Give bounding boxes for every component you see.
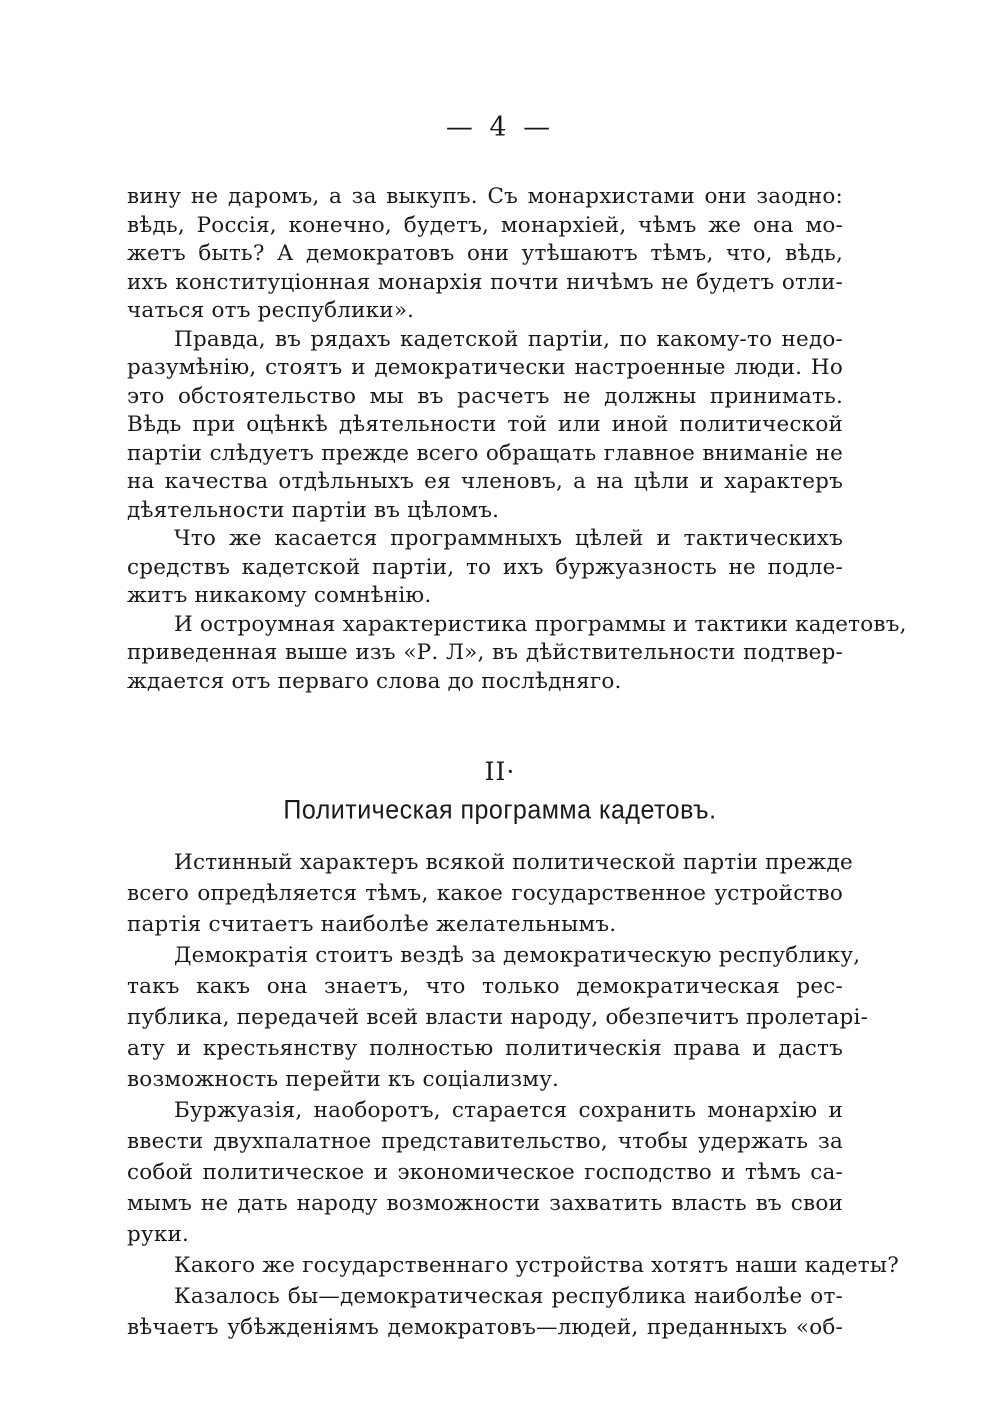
text-line: вину не даромъ, а за выкупъ. Съ монархистами они заодно: [127,184,843,209]
text-line: Что же касается программныхъ цѣлей и тактическихъ [174,526,843,551]
text-line: Буржуазія, наоборотъ, старается сохранить монархію и [174,1098,843,1123]
text-line: публика, передачей всей власти народу, обезпечитъ пролетарі- [127,1005,869,1030]
text-line: средствъ кадетской партіи, то ихъ буржуазность не подле- [127,554,843,580]
text-line: ату и крестьянству полностью политическія права и дастъ [127,1036,843,1061]
section-number: II· [484,757,516,786]
text-line: житъ никакому сомнѣнію. [127,583,432,608]
text-block-section [127,847,899,1343]
text-line: руки. [127,1222,190,1247]
text-line: такъ какъ она знаетъ, что только демократическая рес- [127,974,843,999]
text-line: партія считаетъ наиболѣе желательнымъ. [127,912,617,937]
text-line: ввести двухпалатное представительство, чтобы удержать за [127,1129,843,1154]
section-title: Политическая программа кадетовъ. [283,794,717,826]
text-line: ихъ конституціонная монархія почти ничѣмъ не будетъ отли- [127,269,843,295]
text-line: возможность перейти къ соціализму. [127,1067,560,1092]
text-line: вѣчаетъ убѣжденіямъ демократовъ—людей, преданныхъ «об- [127,1315,843,1340]
text-line: ждается отъ перваго слова до послѣдняго. [127,668,622,694]
text-line: И остроумная характеристика программы и тактики кадетовъ, [174,611,907,637]
text-line: Казалось бы—демократическая республика наиболѣе от- [174,1284,843,1309]
page-number: — 4 — [445,112,555,143]
text-line: чаться отъ республики». [127,298,415,323]
text-line: приведенная выше изъ «Р. Л», въ дѣйствительности подтвер- [127,640,843,665]
text-line: собой политическое и экономическое господство и тѣмъ са- [127,1160,843,1185]
text-line: мымъ не дать народу возможности захватить власть въ свои [127,1191,843,1216]
text-line: разумѣнію, стоятъ и демократически настроенные люди. Но [127,355,843,380]
text-line: жетъ быть? А демократовъ они утѣшаютъ тѣмъ, что, вѣдь, [127,241,843,266]
text-line: вѣдь, Россія, конечно, будетъ, монархіей, чѣмъ же она мо- [127,212,843,238]
text-line: это обстоятельство мы въ расчетъ не должны принимать. [127,383,843,409]
text-line: партіи слѣдуетъ прежде всего обращать главное вниманіе не [127,440,843,466]
text-line: дѣятельности партіи въ цѣломъ. [127,497,500,523]
text-line: Какого же государственнаго устройства хотятъ наши кадеты? [174,1253,899,1278]
text-block-continuation [127,183,907,696]
text-line: Вѣдь при оцѣнкѣ дѣятельности той или иной политической [127,412,843,437]
text-line: Правда, въ рядахъ кадетской партіи, по какому-то недо- [174,326,843,352]
text-line: Истинный характеръ всякой политической партіи прежде [174,850,853,875]
text-line: Демократія стоитъ вездѣ за демократическую республику, [174,943,861,968]
text-line: на качества отдѣльныхъ ея членовъ, а на цѣли и характеръ [127,469,843,494]
text-line: всего опредѣляется тѣмъ, какое государственное устройство [127,881,843,906]
